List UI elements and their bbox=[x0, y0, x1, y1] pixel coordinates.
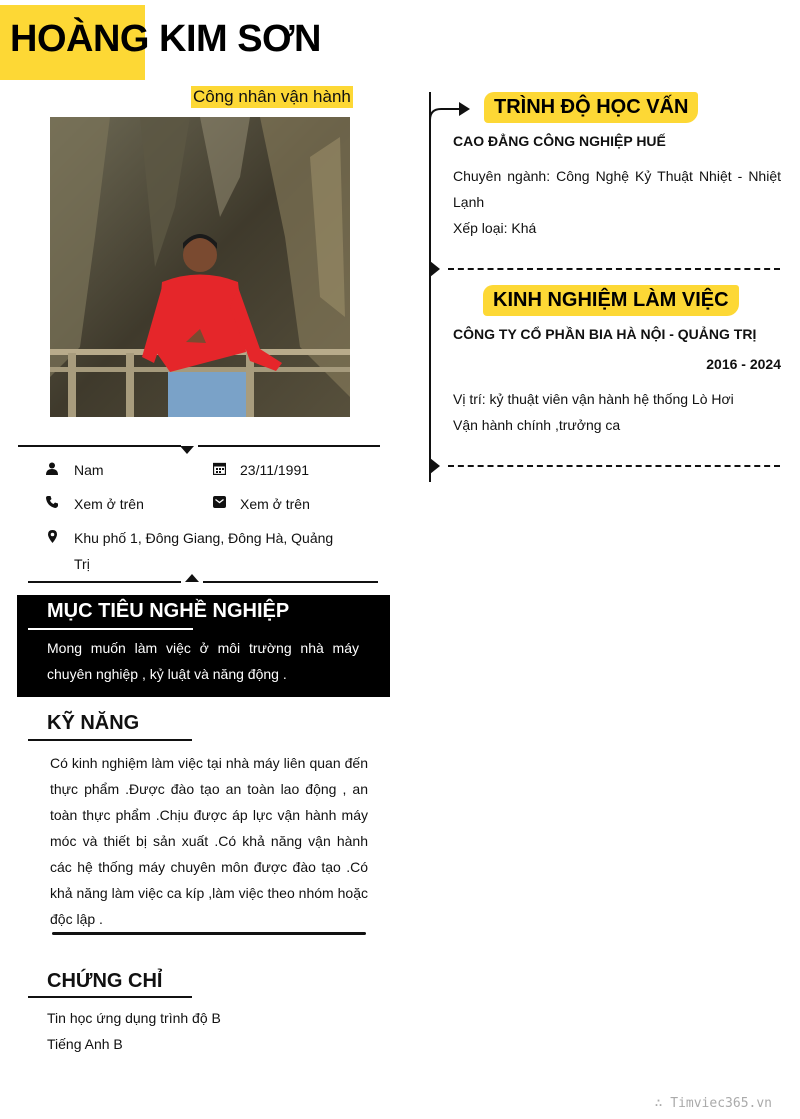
envelope-icon bbox=[212, 495, 226, 509]
job-title: Công nhân vận hành bbox=[193, 87, 351, 106]
objective-underline bbox=[28, 628, 193, 630]
timeline-marker bbox=[430, 458, 440, 474]
info-bottom-line-left bbox=[28, 581, 181, 583]
education-school: CAO ĐẲNG CÔNG NGHIỆP HUẾ bbox=[453, 133, 666, 149]
arrow-right-icon bbox=[429, 98, 471, 122]
education-title: TRÌNH ĐỘ HỌC VẤN bbox=[484, 92, 698, 123]
watermark-icon: ∴ bbox=[654, 1096, 671, 1111]
user-icon bbox=[45, 461, 59, 475]
profile-photo bbox=[50, 117, 350, 417]
skills-title: KỸ NĂNG bbox=[47, 712, 140, 734]
info-top-line-right bbox=[198, 445, 380, 447]
phone-icon bbox=[45, 495, 59, 509]
address-value: Khu phố 1, Đông Giang, Đông Hà, Quảng Trị bbox=[74, 530, 334, 572]
experience-period: 2016 - 2024 bbox=[706, 356, 781, 372]
skills-text: Có kinh nghiệm làm việc tại nhà máy liên quan đến thực phẩm .Được đào tạo an toàn lao động , an toàn thực phẩm .Chịu được áp lực vận hành máy móc và thiết bị sản xuất .Có khả năng vận hành các hệ thống máy chuyên môn được đào tạo .Có khả năng làm việc ca kíp ,làm việc theo nhóm hoặc độc lập . bbox=[50, 755, 368, 927]
experience-position: Vị trí: kỷ thuật viên vận hành hệ thống Lò Hơi bbox=[453, 391, 734, 407]
calendar-icon bbox=[212, 461, 226, 475]
phone-value: Xem ở trên bbox=[74, 496, 144, 512]
email-value: Xem ở trên bbox=[240, 496, 310, 512]
timeline-line bbox=[429, 92, 431, 482]
skills-underline bbox=[28, 739, 192, 741]
objective-section bbox=[17, 595, 390, 697]
certificate-item: Tiếng Anh B bbox=[47, 1036, 123, 1052]
objective-title: MỤC TIÊU NGHỀ NGHIỆP bbox=[47, 600, 290, 622]
education-divider bbox=[448, 268, 780, 270]
map-pin-icon bbox=[45, 529, 59, 543]
education-major: Chuyên ngành: Công Nghệ Kỷ Thuật Nhiệt - Nhiệt Lạnh bbox=[453, 168, 781, 210]
info-top-pointer bbox=[180, 446, 194, 454]
birthdate-value: 23/11/1991 bbox=[240, 462, 310, 478]
certificates-underline bbox=[28, 996, 192, 998]
education-grade: Xếp loại: Khá bbox=[453, 220, 537, 236]
candidate-name: HOÀNG KIM SƠN bbox=[10, 18, 321, 60]
watermark bbox=[655, 1096, 772, 1111]
timeline-marker bbox=[430, 261, 440, 277]
skills-bottom-line bbox=[52, 932, 366, 935]
certificate-item: Tin học ứng dụng trình độ B bbox=[47, 1010, 221, 1026]
info-bottom-pointer bbox=[185, 574, 199, 582]
info-bottom-line-right bbox=[203, 581, 378, 583]
gender-value: Nam bbox=[74, 462, 104, 478]
photo-illustration bbox=[50, 117, 350, 417]
objective-text: Mong muốn làm việc ở môi trường nhà máy chuyên nghiệp , kỷ luật và năng động . bbox=[47, 640, 359, 682]
watermark-text: Timviec365.vn bbox=[670, 1096, 772, 1111]
certificates-title: CHỨNG CHỈ bbox=[47, 970, 163, 992]
experience-divider bbox=[448, 465, 780, 467]
experience-company: CÔNG TY CỔ PHẦN BIA HÀ NỘI - QUẢNG TRỊ bbox=[453, 326, 757, 342]
experience-title: KINH NGHIỆM LÀM VIỆC bbox=[483, 285, 739, 316]
info-top-line-left bbox=[18, 445, 181, 447]
experience-duty: Vận hành chính ,trưởng ca bbox=[453, 417, 621, 433]
